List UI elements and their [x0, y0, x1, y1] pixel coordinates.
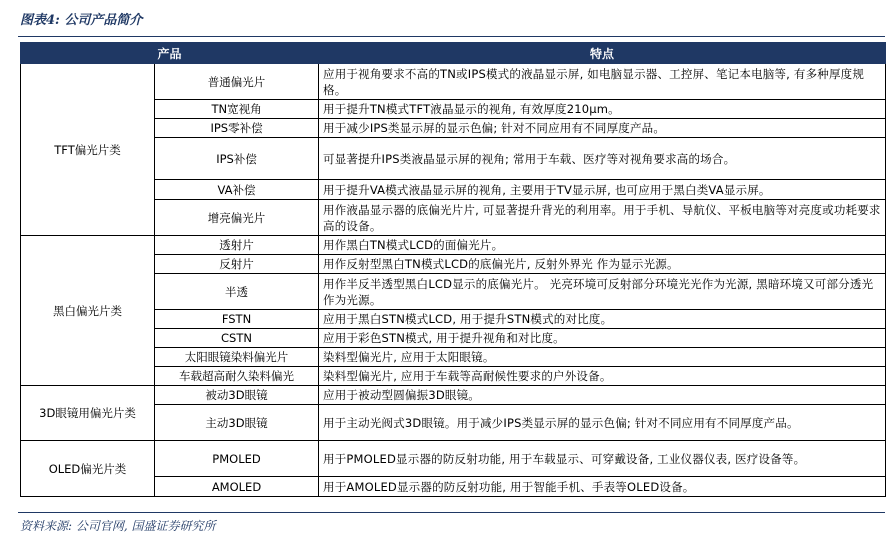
product-cell: 透射片 — [155, 236, 319, 255]
feature-cell: 应用于被动型圆偏振3D眼镜。 — [319, 386, 886, 405]
feature-cell: 应用于彩色STN模式, 用于提升视角和对比度。 — [319, 329, 886, 348]
feature-cell: 用于减少IPS类显示屏的显示色偏; 针对不同应用有不同厚度产品。 — [319, 119, 886, 138]
figure-title: 图表4: 公司产品简介 — [20, 13, 143, 28]
top-rule — [18, 36, 885, 37]
product-cell: AMOLED — [155, 477, 319, 497]
feature-cell: 用于提升TN模式TFT液晶显示的视角, 有效厚度210μm。 — [319, 100, 886, 119]
feature-cell: 用于PMOLED显示器的防反射功能, 用于车载显示、可穿戴设备, 工业仪器仪表, 医疗设备等。 — [319, 441, 886, 477]
product-cell: PMOLED — [155, 441, 319, 477]
feature-cell: 用作黑白TN模式LCD的面偏光片。 — [319, 236, 886, 255]
product-cell: CSTN — [155, 329, 319, 348]
table-row — [21, 236, 886, 255]
header-product: 产品 — [21, 43, 319, 64]
product-cell: 半透 — [155, 274, 319, 310]
bottom-rule — [18, 512, 885, 513]
feature-cell: 用于AMOLED显示器的防反射功能, 用于智能手机、手表等OLED设备。 — [319, 477, 886, 497]
product-cell: TN宽视角 — [155, 100, 319, 119]
table-row — [21, 64, 886, 100]
product-cell: 太阳眼镜染料偏光片 — [155, 348, 319, 367]
product-cell: 增亮偏光片 — [155, 200, 319, 236]
category-cell: TFT偏光片类 — [21, 64, 155, 236]
feature-cell: 用于主动光阀式3D眼镜。用于减少IPS类显示屏的显示色偏; 针对不同应用有不同厚度产品。 — [319, 405, 886, 441]
feature-cell: 染料型偏光片, 应用于车载等高耐候性要求的户外设备。 — [319, 367, 886, 386]
product-cell: 车载超高耐久染料偏光 — [155, 367, 319, 386]
table-header-row — [21, 43, 886, 64]
feature-cell: 可显著提升IPS类液晶显示屏的视角; 常用于车载、医疗等对视角要求高的场合。 — [319, 138, 886, 180]
product-cell: 被动3D眼镜 — [155, 386, 319, 405]
table-row — [21, 386, 886, 405]
product-cell: FSTN — [155, 310, 319, 329]
feature-cell: 用于提升VA模式液晶显示屏的视角, 主要用于TV显示屏, 也可应用于黑白类VA显示屏。 — [319, 180, 886, 200]
feature-cell: 用作反射型黑白TN模式LCD的底偏光片, 反射外界光 作为显示光源。 — [319, 255, 886, 274]
category-cell: 3D眼镜用偏光片类 — [21, 386, 155, 441]
category-cell: OLED偏光片类 — [21, 441, 155, 497]
feature-cell: 染料型偏光片, 应用于太阳眼镜。 — [319, 348, 886, 367]
source-note: 资料来源: 公司官网, 国盛证券研究所 — [20, 519, 216, 533]
category-cell: 黑白偏光片类 — [21, 236, 155, 386]
header-feature: 特点 — [319, 43, 886, 64]
feature-cell: 用作半反半透型黑白LCD显示的底偏光片。 光亮环境可反射部分环境光光作为光源, 黑暗环境又可部分透光作为光源。 — [319, 274, 886, 310]
product-cell: VA补偿 — [155, 180, 319, 200]
product-cell: 普通偏光片 — [155, 64, 319, 100]
product-cell: 反射片 — [155, 255, 319, 274]
feature-cell: 用作液晶显示器的底偏光片片, 可显著提升背光的利用率。用于手机、导航仪、平板电脑等对亮度或功耗要求高的设备。 — [319, 200, 886, 236]
table-row — [21, 441, 886, 477]
product-cell: 主动3D眼镜 — [155, 405, 319, 441]
product-table — [20, 42, 886, 497]
product-cell: IPS零补偿 — [155, 119, 319, 138]
feature-cell: 应用于黑白STN模式LCD, 用于提升STN模式的对比度。 — [319, 310, 886, 329]
feature-cell: 应用于视角要求不高的TN或IPS模式的液晶显示屏, 如电脑显示器、工控屏、笔记本电脑等, 有多种厚度规格。 — [319, 64, 886, 100]
product-cell: IPS补偿 — [155, 138, 319, 180]
